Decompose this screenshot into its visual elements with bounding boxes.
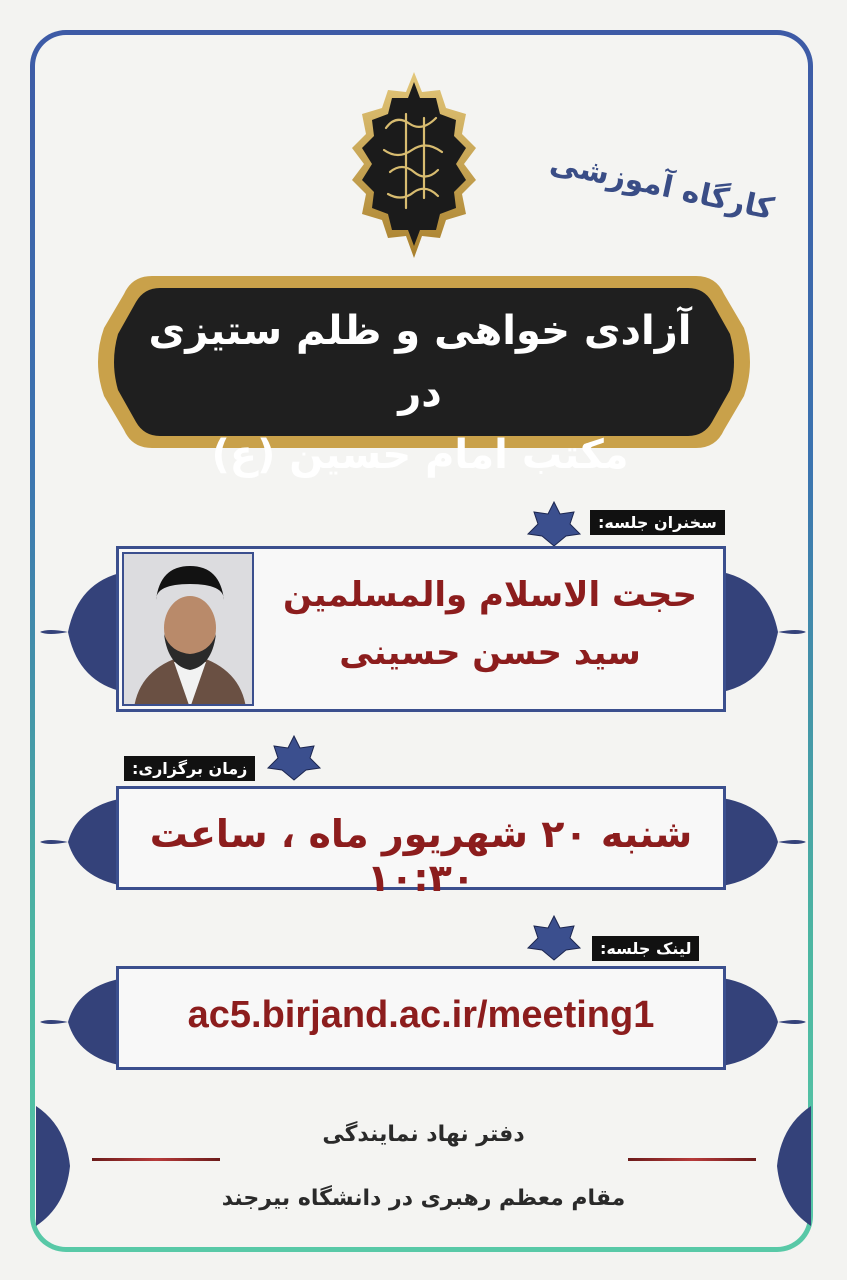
right-ornament-icon [722,972,808,1072]
speaker-name [262,566,718,682]
left-ornament-icon [38,972,124,1072]
footer-divider-left [92,1158,220,1161]
speaker-title: حجت الاسلام والمسلمین [283,575,697,615]
right-ornament-icon [722,792,808,892]
left-ornament-icon [38,562,124,702]
footer-organization: مقام معظم رهبری در دانشگاه بیرجند [221,1186,626,1211]
left-ornament-icon [38,792,124,892]
speaker-fullname: سید حسن حسینی [339,633,641,673]
footer-divider-right [628,1158,756,1161]
event-title [120,300,720,486]
schedule-value: شنبه ۲۰ شهریور ماه ، ساعت ۱۰:۳۰ [149,812,693,900]
schedule-label: زمان برگزاری: [124,756,255,781]
title-line-1: آزادی خواهی و ظلم ستیزی در [148,308,692,416]
calligraphy-emblem [350,68,478,264]
star-ornament-icon [526,500,582,548]
speaker-label: سخنران جلسه: [590,510,725,535]
speaker-photo [122,552,254,706]
workshop-label: کارگاه آموزشی [546,145,777,227]
star-ornament-icon [526,914,582,962]
meeting-link[interactable]: ac5.birjand.ac.ir/meeting1 [187,994,655,1036]
meeting-label: لینک جلسه: [592,936,699,961]
title-line-2: مکتب امام حسین (ع) [211,432,629,478]
star-ornament-icon [266,734,322,782]
footer-office: دفتر نهاد نمایندگی [322,1122,525,1147]
right-ornament-icon [722,562,808,702]
